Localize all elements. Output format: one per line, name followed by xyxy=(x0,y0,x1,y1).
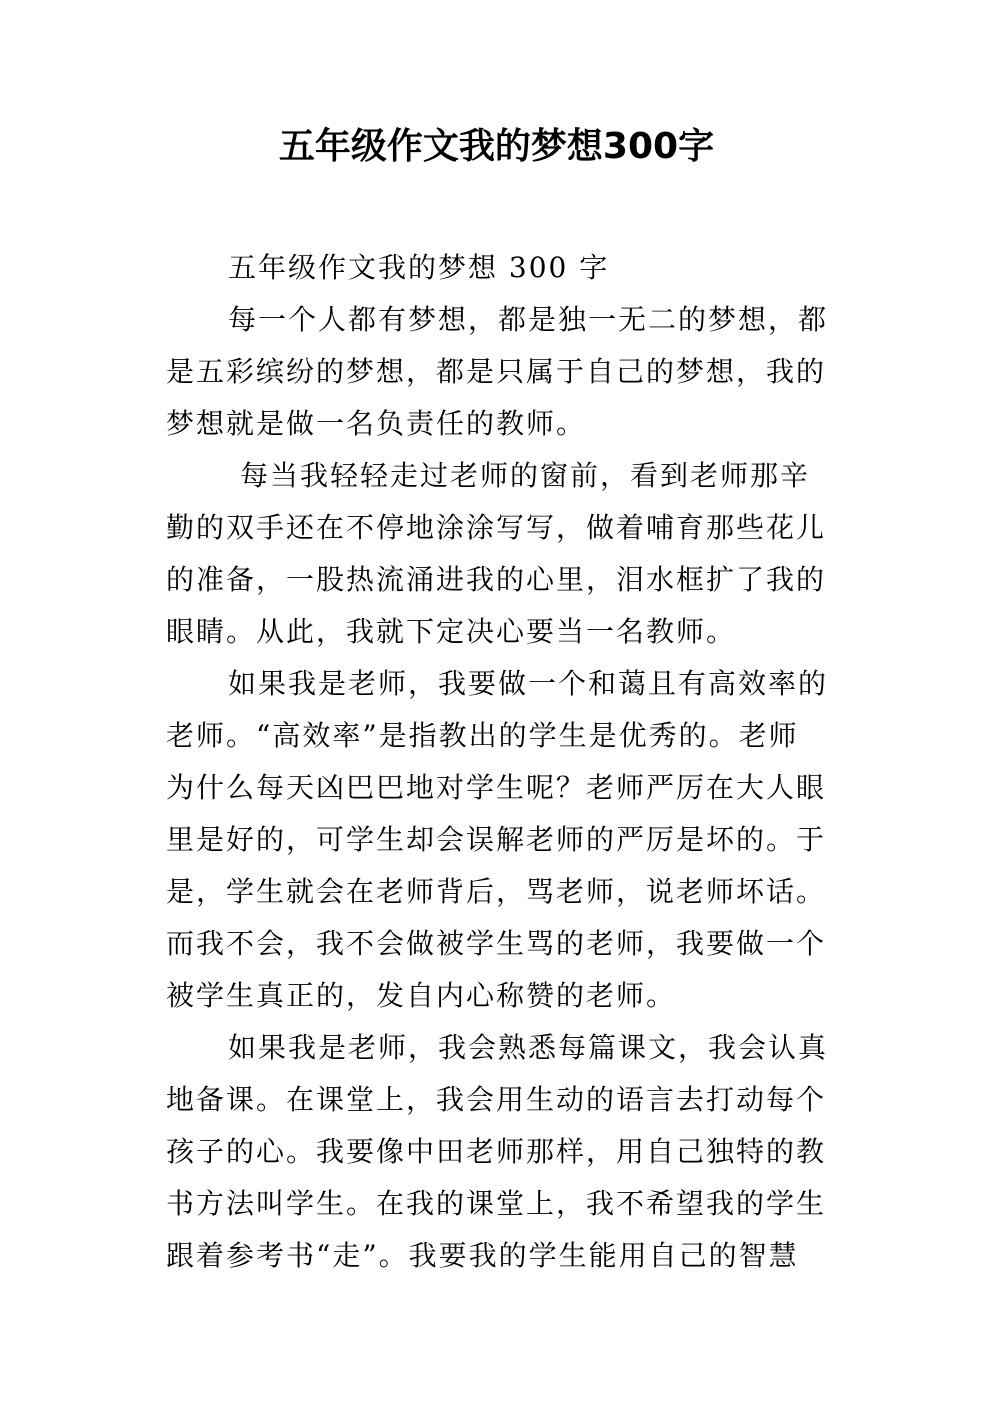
document-body xyxy=(166,242,846,1282)
subtitle-line: 五年级作文我的梦想 300 字 xyxy=(228,251,610,284)
document-title: 五年级作文我的梦想300字 xyxy=(278,126,715,167)
paragraph-line: 地备课。在课堂上，我会用生动的语言去打动每个 xyxy=(166,1083,827,1116)
paragraph-line: 每当我轻轻走过老师的窗前，看到老师那辛 xyxy=(240,459,811,492)
paragraph-line: 而我不会，我不会做被学生骂的老师，我要做一个 xyxy=(166,927,827,960)
paragraph-line: 如果我是老师，我会熟悉每篇课文，我会认真 xyxy=(228,1031,829,1064)
paragraph-line: 跟着参考书“走”。我要我的学生能用自己的智慧 xyxy=(166,1239,799,1272)
paragraph-line: 老师。“高效率”是指教出的学生是优秀的。老师 xyxy=(166,719,799,752)
paragraph-line: 是，学生就会在老师背后，骂老师，说老师坏话。 xyxy=(166,875,827,908)
paragraph-line: 眼睛。从此，我就下定决心要当一名教师。 xyxy=(166,615,737,648)
paragraph-line: 为什么每天凶巴巴地对学生呢？老师严厉在大人眼 xyxy=(166,771,827,804)
paragraph-line: 被学生真正的，发自内心称赞的老师。 xyxy=(166,979,677,1012)
paragraph-line: 如果我是老师，我要做一个和蔼且有高效率的 xyxy=(228,667,829,700)
paragraph-line: 里是好的，可学生却会误解老师的严厉是坏的。于 xyxy=(166,823,827,856)
paragraph-line: 每一个人都有梦想，都是独一无二的梦想，都 xyxy=(228,303,829,336)
paragraph-line: 是五彩缤纷的梦想，都是只属于自己的梦想，我的 xyxy=(166,355,827,388)
paragraph-line: 书方法叫学生。在我的课堂上，我不希望我的学生 xyxy=(166,1187,827,1220)
paragraph-line: 梦想就是做一名负责任的教师。 xyxy=(166,407,587,440)
paragraph-line: 勤的双手还在不停地涂涂写写，做着哺育那些花儿 xyxy=(166,511,827,544)
paragraph-line: 孩子的心。我要像中田老师那样，用自己独特的教 xyxy=(166,1135,827,1168)
paragraph-line: 的准备，一股热流涌进我的心里，泪水框扩了我的 xyxy=(166,563,827,596)
